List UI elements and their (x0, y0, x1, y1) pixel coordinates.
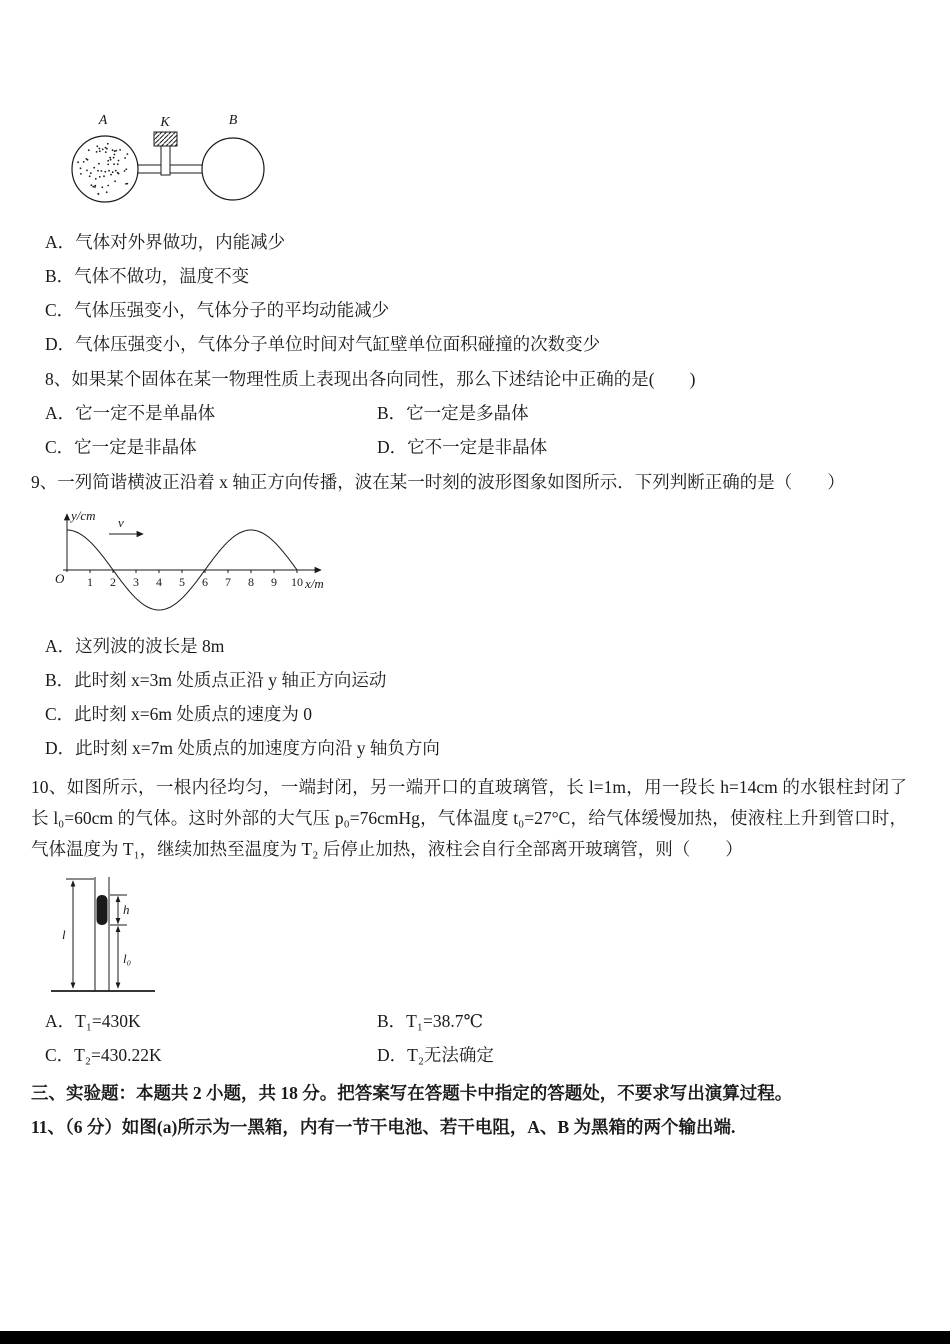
wave-tick-label: 9 (271, 575, 277, 589)
gas-column-label: l₀ (123, 951, 132, 966)
q9-option-c: C．此时刻 x=6m 处质点的速度为 0 (45, 704, 313, 724)
wave-y-axis-label: y/cm (71, 508, 96, 523)
wave-tick-label: 8 (248, 575, 254, 589)
q11-stem: 11、（6 分）如图(a)所示为一黑箱，内有一节干电池、若干电阻，A、B 为黑箱的两个输出端. (31, 1117, 736, 1137)
wave-tick-label: 3 (133, 575, 139, 589)
q7-option-d: D．气体压强变小，气体分子单位时间对气缸壁单位面积碰撞的次数变少 (45, 334, 601, 354)
q7-option-c: C．气体压强变小，气体分子的平均动能减少 (45, 300, 390, 320)
vessel-a (72, 136, 138, 202)
valve-stem (161, 146, 170, 175)
q9-option-d: D．此时刻 x=7m 处质点的加速度方向沿 y 轴负方向 (45, 738, 440, 758)
valve-k-label: K (160, 115, 170, 130)
wave-velocity-label: v (118, 515, 124, 530)
valve-handle (154, 132, 177, 146)
q8-option-b: B．它一定是多晶体 (377, 403, 529, 423)
section3-heading: 三、实验题：本题共 2 小题，共 18 分。把答案写在答题卡中指定的答题处，不要求写出演算过程。 (31, 1083, 793, 1103)
wave-tick-label: 1 (87, 575, 93, 589)
q7-option-a: A．气体对外界做功，内能减少 (45, 232, 286, 252)
vessel-b-label: B (228, 113, 238, 128)
q7-options (45, 232, 905, 355)
q10-option-b: B．T₁=38.7℃ (377, 1011, 484, 1031)
wave-tick-label: 5 (179, 575, 185, 589)
wave-x-axis-label: x/m (305, 576, 324, 591)
wave-tick-label: 6 (202, 575, 208, 589)
q10-option-row-1 (45, 1011, 905, 1032)
figure-wave-graph (51, 506, 336, 626)
q8-option-a: A．它一定不是单晶体 (45, 403, 216, 423)
q9-option-b: B．此时刻 x=3m 处质点正沿 y 轴正方向运动 (45, 670, 387, 690)
mercury-height-label: h (123, 902, 130, 917)
wave-tick-label: 10 (291, 575, 303, 589)
q10-stem: 10、如图所示，一根内径均匀，一端封闭，另一端开口的直玻璃管，长 l=1m，用一段长 h=14cm 的水银柱封闭了长 l₀=60cm 的气体。这时外部的大气压 p₀=76cmHg，气体温度 t₀=27°C，给气体缓慢加热，使液柱上升到管口时，气体温度为 T₁，继续加热至温度为 T₂ 后停止加热，液柱会自行全部离开玻璃管，则（ ） (31, 777, 907, 859)
gas-molecule-dots (77, 143, 128, 195)
wave-tick-label: 7 (225, 575, 231, 589)
mercury-column (97, 895, 108, 925)
scan-edge-bar (0, 1331, 950, 1344)
figure-glass-tube (51, 871, 166, 999)
q8-option-row-2 (45, 437, 905, 458)
q8-option-c: C．它一定是非晶体 (45, 437, 197, 457)
wave-tick-labels (87, 570, 303, 589)
q8-option-row-1 (45, 403, 905, 424)
q9-stem: 9、一列简谐横波正沿着 x 轴正方向传播，波在某一时刻的波形图象如图所示．下列判断正确的是（ ） (31, 472, 845, 492)
q8-stem: 8、如果某个固体在某一物理性质上表现出各向同性，那么下述结论中正确的是( ) (45, 369, 696, 389)
q10-option-d: D．T₂无法确定 (377, 1045, 494, 1065)
vessel-a-label: A (98, 113, 108, 128)
wave-origin-label: O (55, 571, 65, 586)
wave-tick-label: 2 (110, 575, 116, 589)
q8-option-d: D．它不一定是非晶体 (377, 437, 548, 457)
q9-option-a: A．这列波的波长是 8m (45, 636, 225, 656)
q7-option-b: B．气体不做功，温度不变 (45, 266, 250, 286)
q10-option-c: C．T₂=430.22K (45, 1045, 162, 1065)
q10-option-a: A．T₁=430K (45, 1011, 141, 1031)
exam-content (0, 112, 950, 1138)
wave-tick-label: 4 (156, 575, 162, 589)
tube-length-label: l (62, 927, 66, 942)
vessel-b (202, 138, 264, 200)
q10-option-row-2 (45, 1045, 905, 1066)
q9-options (45, 636, 905, 759)
figure-gas-vessels (65, 112, 280, 212)
